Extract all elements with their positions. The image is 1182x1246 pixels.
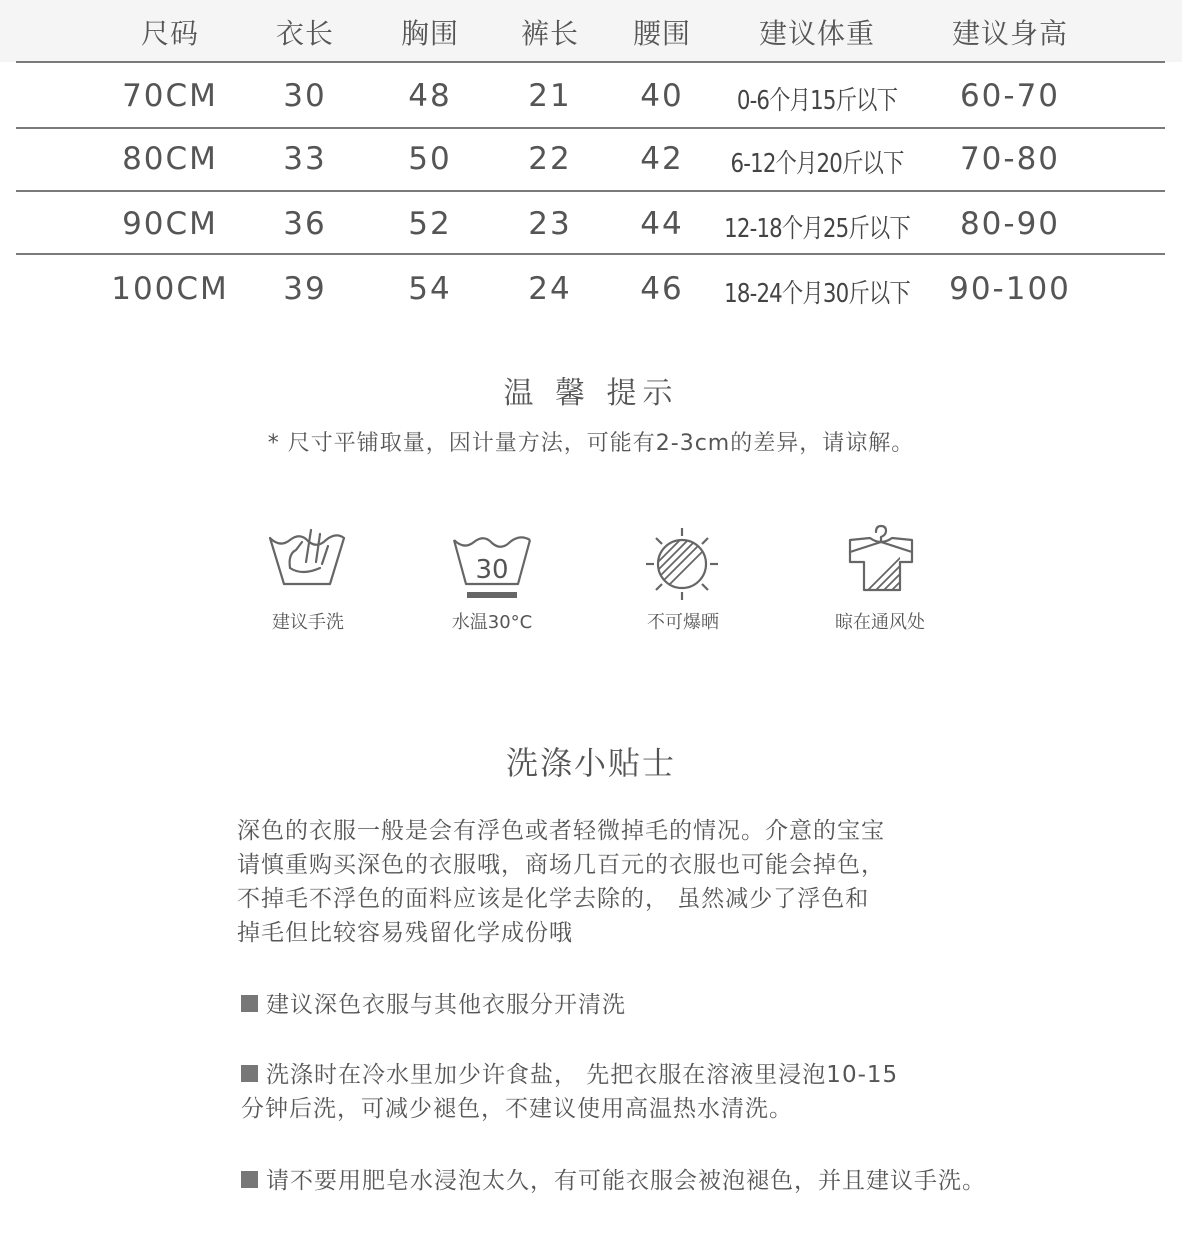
table-cell: 80-90 (959, 206, 1061, 242)
table-cell: 33 (283, 141, 327, 177)
tip-text: 分钟后洗，可减少褪色，不建议使用高温热水清洗。 (241, 1096, 793, 1122)
table-cell: 100CM (111, 271, 229, 307)
table-cell: 12-18个月25斤以下 (724, 214, 910, 244)
table-cell: 40 (640, 78, 684, 114)
intro-line: 不掉毛不浮色的面料应该是化学去除的， 虽然减少了浮色和 (237, 886, 870, 912)
table-cell: 54 (408, 271, 452, 307)
header-size: 尺码 (140, 17, 200, 50)
header-weight: 建议体重 (758, 17, 876, 50)
table-cell: 21 (528, 78, 572, 114)
wash-30-icon (450, 534, 534, 604)
hand-wash-icon (266, 524, 348, 592)
bullet-square-icon (241, 995, 258, 1012)
table-cell: 90CM (122, 206, 218, 242)
header-height: 建议身高 (951, 17, 1069, 50)
table-cell: 48 (408, 78, 452, 114)
icon-label: 水温30°C (451, 612, 533, 633)
table-cell: 39 (283, 271, 327, 307)
intro-line: 请慎重购买深色的衣服哦，商场几百元的衣服也可能会掉色， (237, 852, 885, 878)
table-cell: 22 (528, 141, 572, 177)
table-divider (16, 190, 1165, 192)
washing-tip-3 (241, 1164, 986, 1198)
tip-text: 洗涤时在冷水里加少许食盐， 先把衣服在溶液里浸泡10-15 (266, 1062, 899, 1088)
header-length: 衣长 (275, 17, 335, 50)
table-cell: 52 (408, 206, 452, 242)
table-cell: 30 (283, 78, 327, 114)
table-cell: 46 (640, 271, 684, 307)
washing-intro (237, 814, 885, 950)
table-divider (16, 127, 1165, 129)
wash-temp-number: 30 (475, 555, 509, 585)
table-cell: 60-70 (959, 78, 1061, 114)
table-cell: 36 (283, 206, 327, 242)
no-sun-icon (644, 526, 720, 602)
intro-line: 掉毛但比较容易残留化学成份哦 (237, 920, 573, 946)
table-cell: 6-12个月20斤以下 (730, 149, 904, 179)
tip-text: 建议深色衣服与其他衣服分开清洗 (266, 992, 626, 1018)
table-cell: 23 (528, 206, 572, 242)
table-cell: 70CM (122, 78, 218, 114)
header-waist: 腰围 (632, 17, 692, 50)
table-cell: 0-6个月15斤以下 (736, 86, 898, 116)
table-cell: 90-100 (949, 271, 1071, 307)
washing-tip-1 (241, 988, 626, 1022)
intro-line: 深色的衣服一般是会有浮色或者轻微掉毛的情况。介意的宝宝 (237, 818, 885, 844)
bullet-square-icon (241, 1171, 258, 1188)
table-cell: 70-80 (959, 141, 1061, 177)
hang-dry-icon (846, 522, 914, 594)
table-cell: 18-24个月30斤以下 (724, 279, 910, 309)
table-divider (16, 253, 1165, 255)
tip-text: 请不要用肥皂水浸泡太久，有可能衣服会被泡褪色，并且建议手洗。 (266, 1168, 986, 1194)
tips-title: 温 馨 提示 (503, 376, 679, 411)
washing-title: 洗涤小贴士 (505, 744, 676, 782)
table-divider (16, 61, 1165, 63)
table-cell: 44 (640, 206, 684, 242)
icon-label: 建议手洗 (272, 612, 344, 633)
header-pants-length: 裤长 (520, 17, 580, 50)
tips-note: * 尺寸平铺取量，因计量方法，可能有2-3cm的差异，请谅解。 (267, 431, 915, 456)
bullet-square-icon (241, 1065, 258, 1082)
washing-tip-2 (241, 1058, 898, 1126)
table-cell: 42 (640, 141, 684, 177)
icon-label: 不可爆晒 (647, 612, 719, 633)
table-cell: 24 (528, 271, 572, 307)
header-chest: 胸围 (400, 17, 460, 50)
table-cell: 50 (408, 141, 452, 177)
icon-label: 晾在通风处 (835, 612, 925, 633)
table-cell: 80CM (122, 141, 218, 177)
